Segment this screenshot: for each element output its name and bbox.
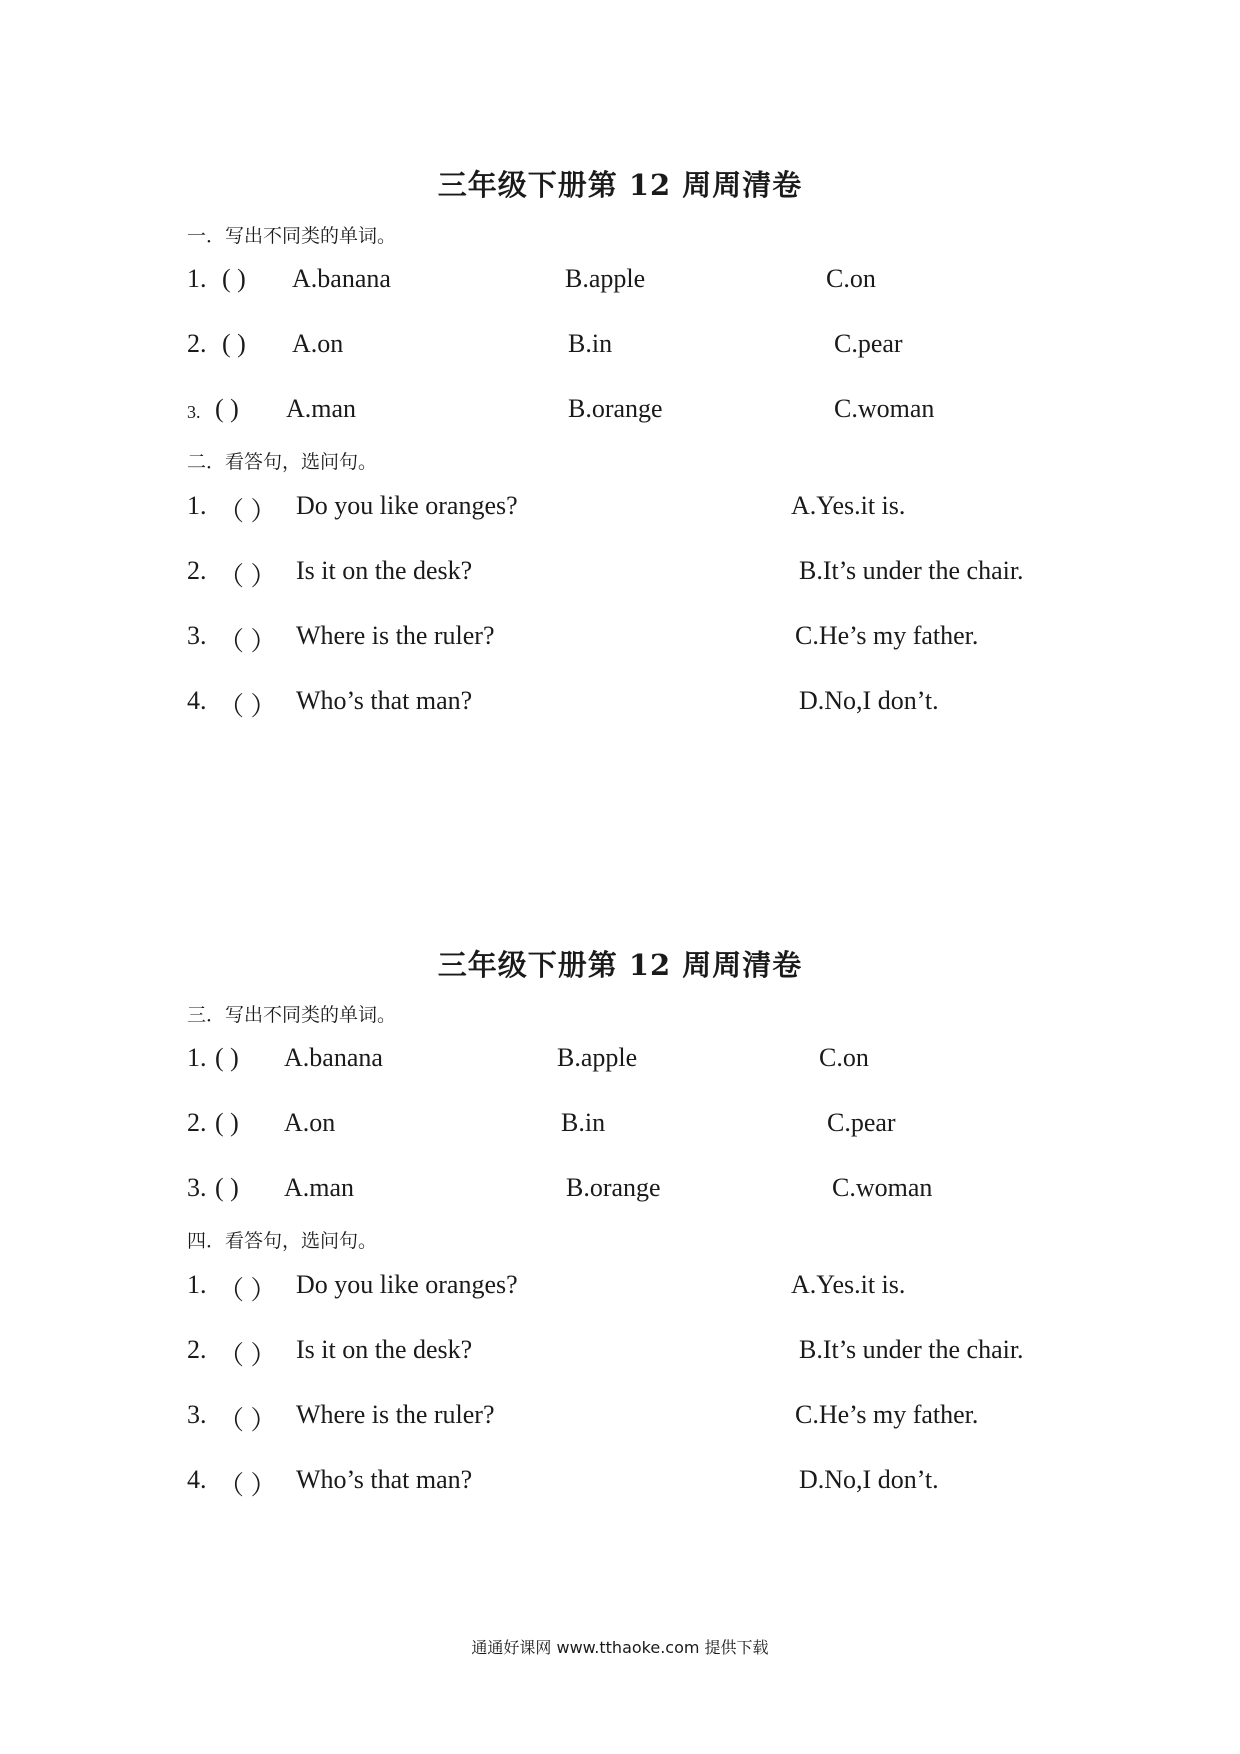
option-a: A.banana xyxy=(292,264,391,293)
answer-blank[interactable]: （ ） xyxy=(218,627,277,656)
option-a: A.on xyxy=(284,1108,336,1137)
option-c: C.on xyxy=(826,264,876,293)
answer-blank[interactable]: ( ) xyxy=(222,329,246,358)
question-number: 1. xyxy=(187,1043,207,1072)
answer-blank[interactable]: ( ) xyxy=(215,1108,239,1137)
answer-option: B.It’s under the chair. xyxy=(799,1335,1024,1364)
option-b: B.in xyxy=(561,1108,606,1137)
option-b: B.orange xyxy=(568,394,663,423)
question-number: 3. xyxy=(187,1400,207,1429)
answer-blank[interactable]: ( ) xyxy=(215,1173,239,1202)
answer-blank[interactable]: （ ） xyxy=(218,497,277,526)
page-title: 三年级下册第 12 周周清卷 xyxy=(437,948,803,982)
answer-option: D.No,I don’t. xyxy=(799,1465,939,1494)
option-b: B.apple xyxy=(565,264,646,293)
question-number: 2. xyxy=(187,1108,207,1137)
question-text: Is it on the desk? xyxy=(296,1335,473,1364)
answer-option: C.He’s my father. xyxy=(795,1400,979,1429)
question-number: 1. xyxy=(187,264,207,293)
answer-blank[interactable]: （ ） xyxy=(218,1341,277,1370)
question-number: 3. xyxy=(187,1173,207,1202)
question-number: 2. xyxy=(187,556,207,585)
question-number: 2. xyxy=(187,329,207,358)
option-a: A.man xyxy=(286,394,357,423)
answer-blank[interactable]: （ ） xyxy=(218,692,277,721)
question-text: Do you like oranges? xyxy=(296,491,518,520)
option-a: A.on xyxy=(292,329,344,358)
question-number: 4. xyxy=(187,1465,207,1494)
option-c: C.on xyxy=(819,1043,869,1072)
option-a: A.banana xyxy=(284,1043,383,1072)
answer-blank[interactable]: （ ） xyxy=(218,1406,277,1435)
question-text: Where is the ruler? xyxy=(296,1400,495,1429)
question-text: Who’s that man? xyxy=(296,686,473,715)
option-b: B.orange xyxy=(566,1173,661,1202)
option-c: C.woman xyxy=(834,394,935,423)
answer-option: B.It’s under the chair. xyxy=(799,556,1024,585)
answer-blank[interactable]: （ ） xyxy=(218,1471,277,1500)
answer-blank[interactable]: （ ） xyxy=(218,1276,277,1305)
option-b: B.apple xyxy=(557,1043,638,1072)
question-text: Where is the ruler? xyxy=(296,621,495,650)
footer-credit: 通通好课网 www.tthaoke.com 提供下载 xyxy=(471,1638,769,1657)
question-number: 3. xyxy=(187,402,201,422)
question-number: 2. xyxy=(187,1335,207,1364)
answer-blank[interactable]: ( ) xyxy=(215,394,239,423)
question-text: Who’s that man? xyxy=(296,1465,473,1494)
question-text: Do you like oranges? xyxy=(296,1270,518,1299)
question-number: 1. xyxy=(187,1270,207,1299)
page-title: 三年级下册第 12 周周清卷 xyxy=(437,168,803,202)
answer-option: A.Yes.it is. xyxy=(791,1270,906,1299)
option-c: C.pear xyxy=(834,329,903,358)
answer-blank[interactable]: ( ) xyxy=(222,264,246,293)
answer-blank[interactable]: ( ) xyxy=(215,1043,239,1072)
answer-option: C.He’s my father. xyxy=(795,621,979,650)
question-number: 1. xyxy=(187,491,207,520)
question-number: 3. xyxy=(187,621,207,650)
question-text: Is it on the desk? xyxy=(296,556,473,585)
answer-option: D.No,I don’t. xyxy=(799,686,939,715)
section-heading: 二．看答句，选问句。 xyxy=(187,451,378,473)
answer-blank[interactable]: （ ） xyxy=(218,562,277,591)
section-heading: 三．写出不同类的单词。 xyxy=(187,1004,397,1026)
option-b: B.in xyxy=(568,329,613,358)
option-c: C.woman xyxy=(832,1173,933,1202)
option-a: A.man xyxy=(284,1173,355,1202)
answer-option: A.Yes.it is. xyxy=(791,491,906,520)
section-heading: 四．看答句，选问句。 xyxy=(187,1230,378,1252)
option-c: C.pear xyxy=(827,1108,896,1137)
question-number: 4. xyxy=(187,686,207,715)
section-heading: 一．写出不同类的单词。 xyxy=(187,225,397,247)
